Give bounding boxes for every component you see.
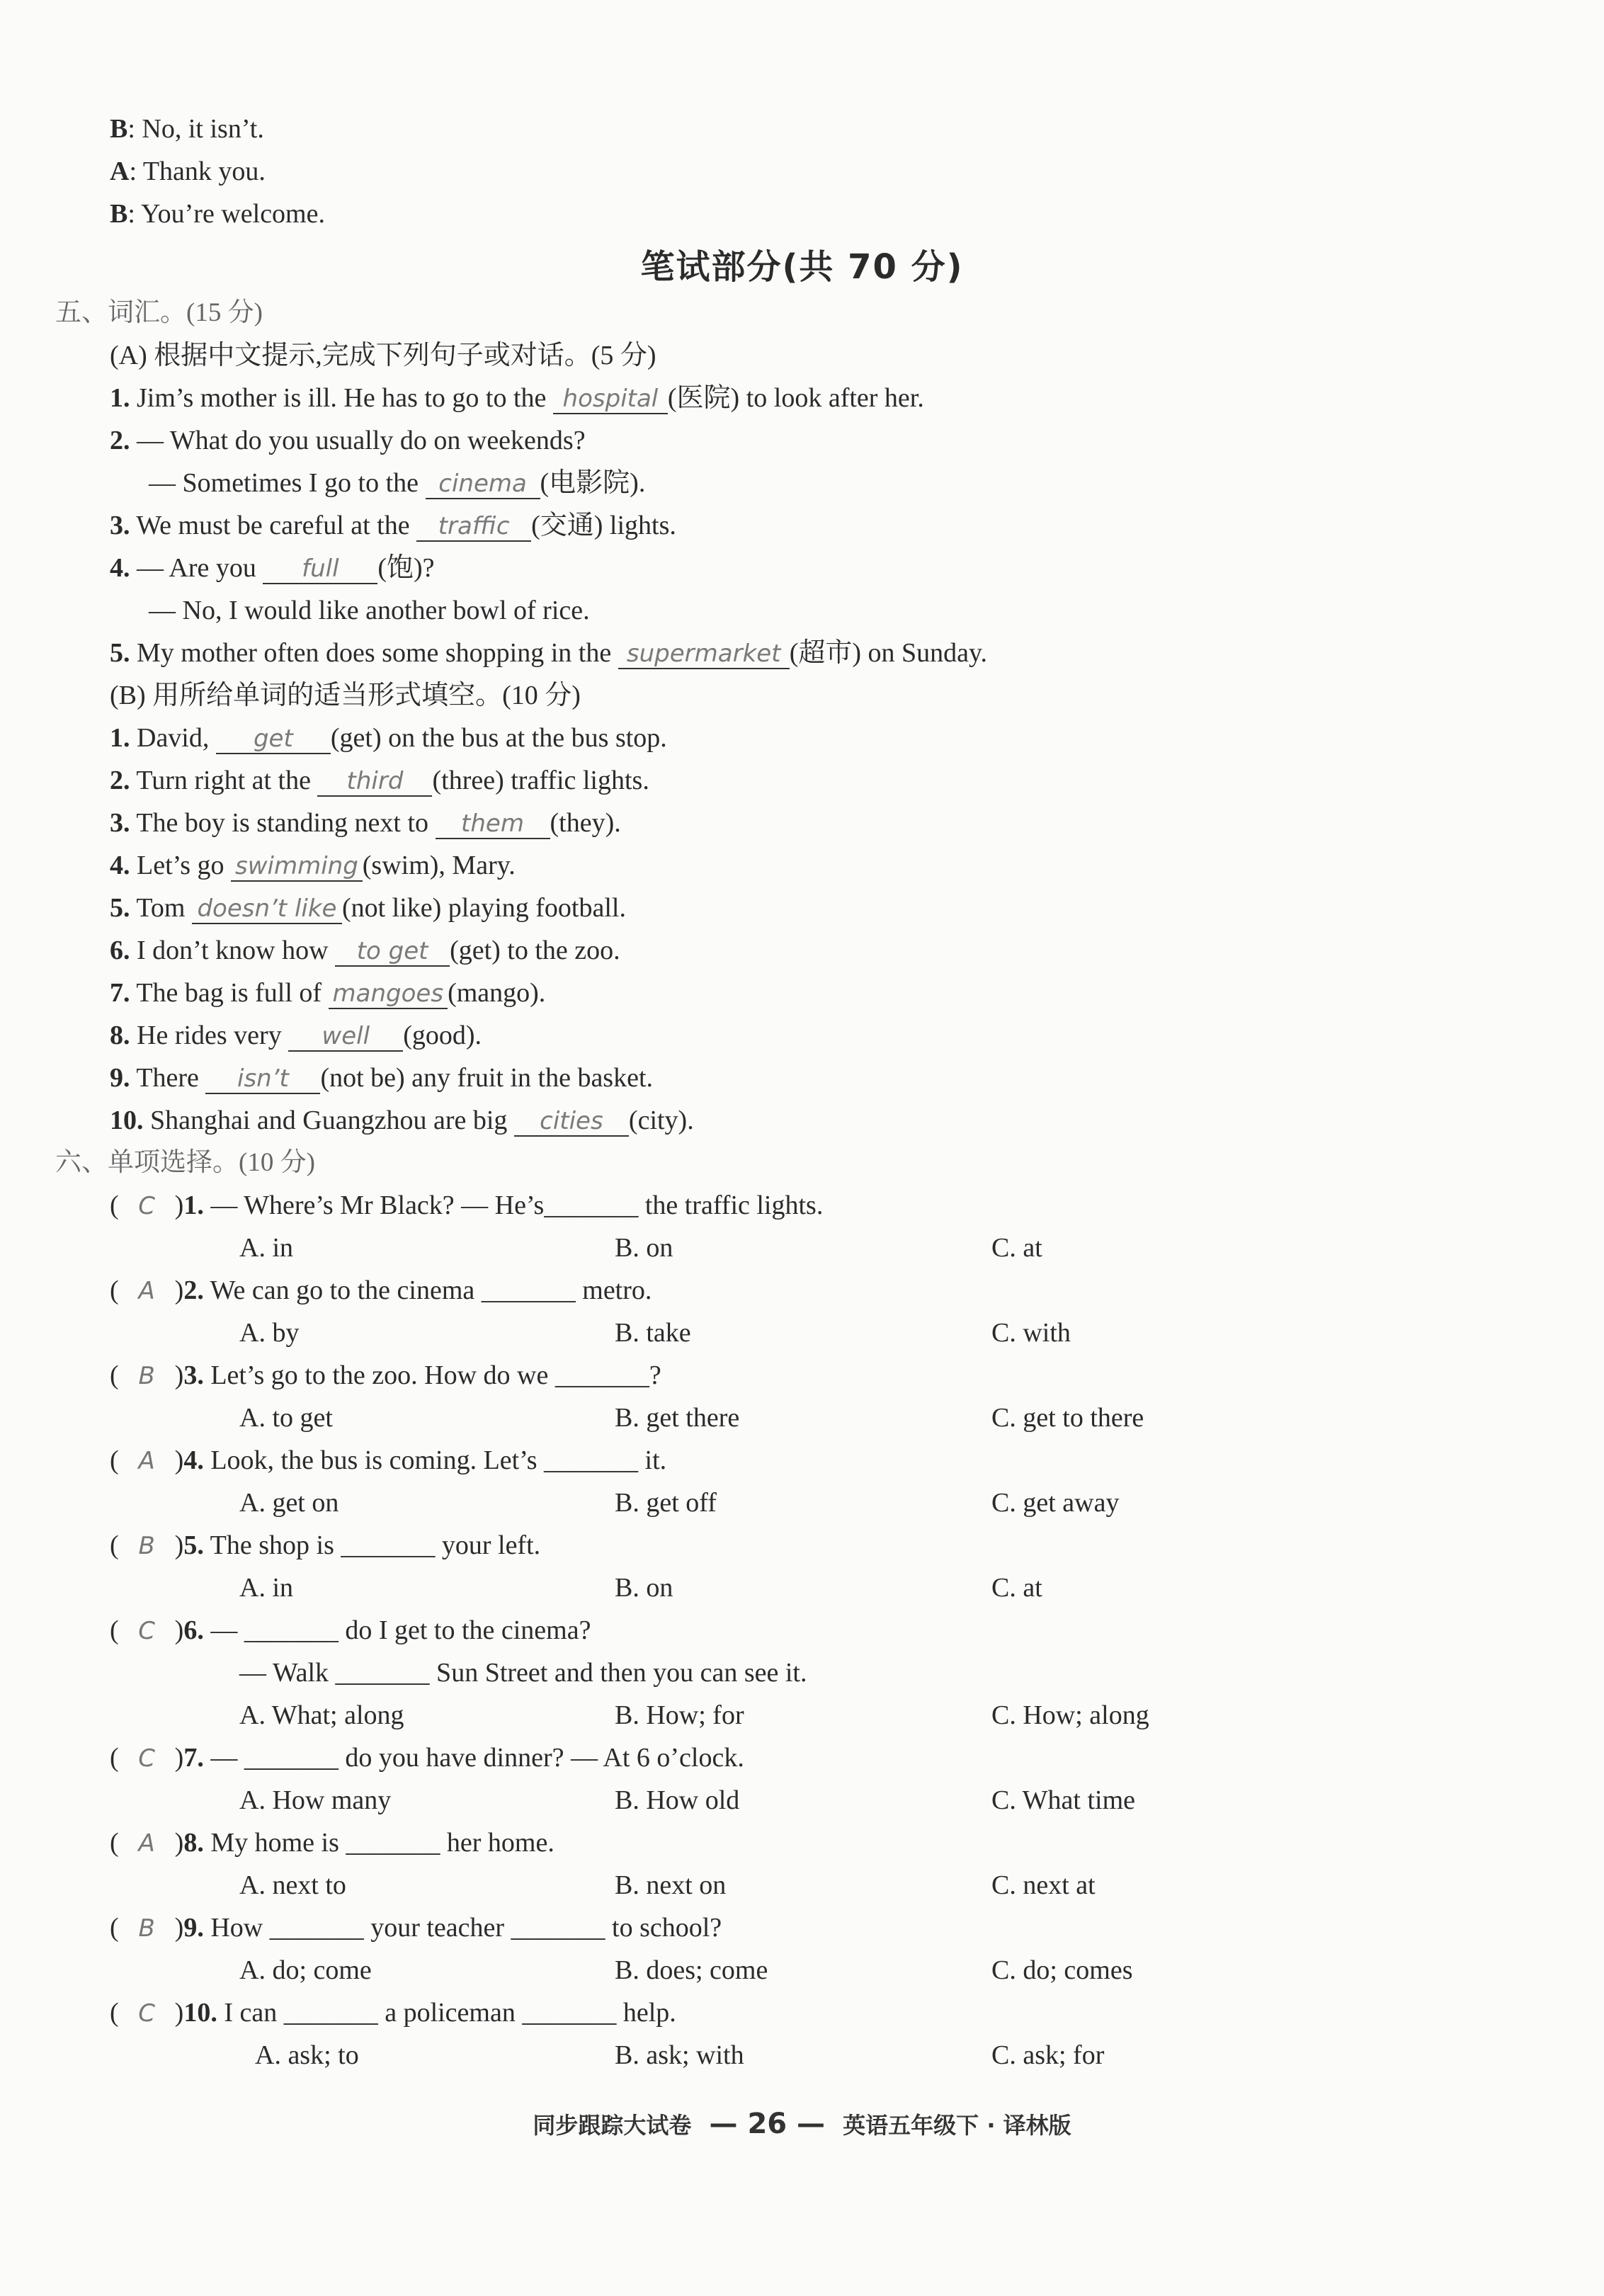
footer-book: 英语五年级下 · 译林版 bbox=[843, 2112, 1071, 2139]
option-c: C. How; along bbox=[991, 1700, 1149, 1730]
mc-answer: A bbox=[138, 1829, 155, 1858]
answer-blank: third bbox=[317, 767, 432, 797]
option-c: C. get away bbox=[991, 1488, 1120, 1518]
answer-blank: get bbox=[216, 724, 331, 754]
option-a: A. get on bbox=[239, 1488, 339, 1518]
option-b: B. does; come bbox=[615, 1955, 768, 1985]
mc-question: ( C )1. — Where’s Mr Black? — He’s_______ the traffic lights. bbox=[110, 1187, 823, 1224]
answer-blank: them bbox=[436, 809, 550, 839]
option-b: B. on bbox=[615, 1233, 673, 1263]
mc-question: ( C )10. I can _______ a policeman _______ help. bbox=[110, 1994, 676, 2032]
answer-blank: supermarket bbox=[618, 640, 790, 669]
mc-answer: B bbox=[138, 1532, 155, 1560]
mc-question: ( B )9. How _______ your teacher _______ to school? bbox=[110, 1909, 722, 1947]
option-a: A. in bbox=[239, 1233, 293, 1263]
option-c: C. at bbox=[991, 1233, 1042, 1263]
vocab-item: 8. He rides very well (good). bbox=[110, 1021, 482, 1050]
dialogue-line: B: No, it isn’t. bbox=[110, 114, 264, 144]
vocab-item: 1. Jim’s mother is ill. He has to go to the hospital (医院) to look after her. bbox=[110, 383, 924, 413]
option-c: C. do; comes bbox=[991, 1955, 1133, 1985]
option-a: A. next to bbox=[239, 1870, 346, 1900]
option-b: B. ask; with bbox=[615, 2040, 744, 2070]
mc-answer: B bbox=[138, 1362, 155, 1390]
option-a: A. What; along bbox=[239, 1700, 404, 1730]
page-footer bbox=[0, 2108, 1604, 2140]
option-a: A. in bbox=[239, 1573, 293, 1603]
mc-answer: C bbox=[138, 1744, 156, 1773]
option-b: B. next on bbox=[615, 1870, 727, 1900]
option-a: A. ask; to bbox=[255, 2040, 359, 2070]
footer-series: 同步跟踪大试卷 bbox=[533, 2112, 692, 2139]
vocab-item: 5. My mother often does some shopping in the supermarket (超市) on Sunday. bbox=[110, 638, 988, 668]
mc-answer: A bbox=[138, 1447, 155, 1475]
answer-blank: full bbox=[263, 555, 377, 584]
option-b: B. take bbox=[615, 1318, 691, 1348]
option-c: C. next at bbox=[991, 1870, 1096, 1900]
vocab-item: 2. Turn right at the third (three) traffic lights. bbox=[110, 766, 649, 795]
answer-blank: traffic bbox=[416, 512, 531, 542]
section-heading: 五、词汇。(15 分) bbox=[55, 298, 263, 327]
option-a: A. to get bbox=[239, 1403, 333, 1433]
answer-blank: isn’t bbox=[205, 1064, 320, 1094]
mc-question: ( B )3. Let’s go to the zoo. How do we _______? bbox=[110, 1357, 661, 1394]
answer-blank: doesn’t like bbox=[192, 894, 342, 924]
vocab-item: 6. I don’t know how to get (get) to the zoo. bbox=[110, 936, 620, 965]
answer-blank: mangoes bbox=[329, 979, 448, 1009]
page-number: — 26 — bbox=[709, 2108, 826, 2140]
vocab-item: 3. We must be careful at the traffic (交通) lights. bbox=[110, 511, 676, 540]
vocab-item: 4. — Are you full (饱)? bbox=[110, 553, 435, 583]
mc-question: ( C )7. — _______ do you have dinner? — At 6 o’clock. bbox=[110, 1739, 744, 1777]
part-heading: (A) 根据中文提示,完成下列句子或对话。(5 分) bbox=[110, 341, 656, 370]
vocab-item-reply: — Sometimes I go to the cinema (电影院). bbox=[149, 468, 646, 498]
answer-blank: well bbox=[288, 1022, 403, 1052]
vocab-item: 5. Tom doesn’t like (not like) playing football. bbox=[110, 893, 626, 923]
option-b: B. How old bbox=[615, 1785, 740, 1815]
vocab-item: 10. Shanghai and Guangzhou are big cities (city). bbox=[110, 1106, 694, 1135]
mc-answer: C bbox=[138, 1999, 156, 2028]
answer-blank: to get bbox=[335, 937, 450, 967]
mc-question: ( A )8. My home is _______ her home. bbox=[110, 1824, 554, 1862]
mc-answer: A bbox=[138, 1277, 155, 1305]
answer-blank: cinema bbox=[426, 470, 540, 499]
answer-blank: swimming bbox=[231, 852, 363, 882]
page-title: 笔试部分(共 70 分) bbox=[640, 247, 964, 287]
option-c: C. get to there bbox=[991, 1403, 1144, 1433]
option-c: C. with bbox=[991, 1318, 1071, 1348]
vocab-item: 3. The boy is standing next to them (they). bbox=[110, 808, 621, 838]
mc-answer: C bbox=[138, 1617, 156, 1645]
mc-question: ( A )2. We can go to the cinema _______ metro. bbox=[110, 1272, 652, 1309]
vocab-item: 7. The bag is full of mangoes (mango). bbox=[110, 978, 546, 1008]
vocab-item-reply: — No, I would like another bowl of rice. bbox=[149, 596, 590, 625]
part-heading: (B) 用所给单词的适当形式填空。(10 分) bbox=[110, 681, 581, 710]
mc-question: ( B )5. The shop is _______ your left. bbox=[110, 1527, 540, 1564]
option-c: C. ask; for bbox=[991, 2040, 1105, 2070]
mc-question: ( C )6. — _______ do I get to the cinema? bbox=[110, 1612, 591, 1649]
vocab-item: 4. Let’s go swimming (swim), Mary. bbox=[110, 851, 516, 880]
option-b: B. get off bbox=[615, 1488, 717, 1518]
dialogue-line: A: Thank you. bbox=[110, 157, 266, 186]
answer-blank: hospital bbox=[553, 385, 668, 414]
option-c: C. at bbox=[991, 1573, 1042, 1603]
mc-question: ( A )4. Look, the bus is coming. Let’s _______ it. bbox=[110, 1442, 666, 1479]
answer-blank: cities bbox=[514, 1107, 629, 1137]
option-b: B. get there bbox=[615, 1403, 740, 1433]
vocab-item: 9. There isn’t (not be) any fruit in the basket. bbox=[110, 1063, 654, 1093]
mc-question-reply: — Walk _______ Sun Street and then you can see it. bbox=[239, 1658, 807, 1688]
option-a: A. do; come bbox=[239, 1955, 372, 1985]
option-b: B. on bbox=[615, 1573, 673, 1603]
mc-answer: C bbox=[138, 1192, 156, 1220]
vocab-item: 1. David, get (get) on the bus at the bus stop. bbox=[110, 723, 667, 753]
dialogue-line: B: You’re welcome. bbox=[110, 199, 325, 229]
section-heading: 六、单项选择。(10 分) bbox=[55, 1148, 315, 1177]
option-c: C. What time bbox=[991, 1785, 1135, 1815]
option-a: A. How many bbox=[239, 1785, 392, 1815]
option-b: B. How; for bbox=[615, 1700, 744, 1730]
option-a: A. by bbox=[239, 1318, 300, 1348]
mc-answer: B bbox=[138, 1914, 155, 1943]
vocab-item: 2. — What do you usually do on weekends? bbox=[110, 426, 586, 455]
